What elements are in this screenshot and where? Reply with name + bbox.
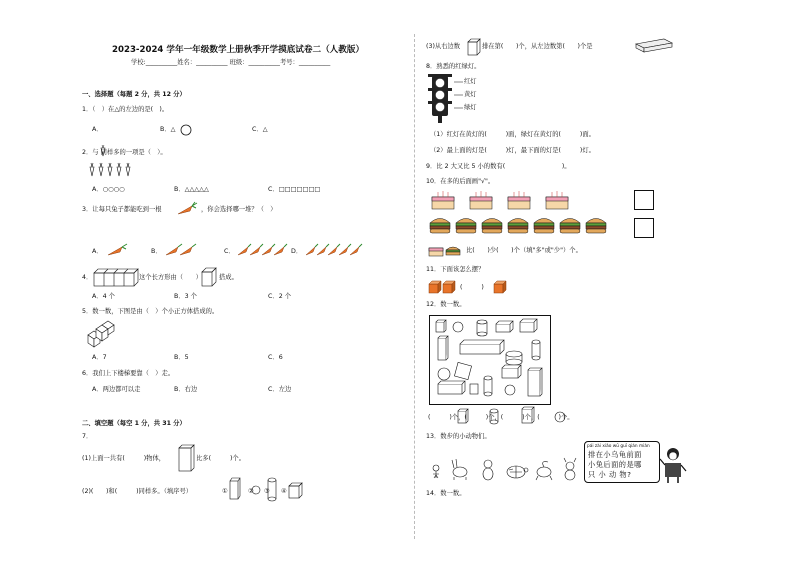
q8-part1: （1）红灯在黄灯的( )面，绿灯在黄灯的( )面。: [430, 131, 595, 138]
q5-text: 5．数一数，下图是由（ ）个小正方体搭成的。: [82, 308, 219, 315]
q11-text: 11．下面该怎么摆？: [426, 266, 485, 273]
q3-option-b: B．: [151, 248, 162, 255]
q2-option-c: C．□□□□□□□: [268, 186, 321, 193]
column-divider: [414, 34, 415, 539]
flat-cuboid-icon: [634, 38, 674, 54]
q9-text: 9．比 2 大又比 5 小的数有( )。: [426, 163, 571, 170]
q4-text-a: 4．: [82, 274, 93, 281]
q12-blanks: ( )个，( )个，( )个，( )个。: [428, 414, 574, 421]
q3-text-b: ，你会选择哪一堆？（ ）: [201, 206, 277, 213]
circled-1: ①: [222, 488, 228, 495]
q2-text: 2．与 同样多的一项是（ ）。: [82, 149, 167, 156]
q7-part1-text-a: (1)上面一共有( )物体，: [82, 455, 166, 462]
q10-compare-text: 比( )少( )个（填"多"或"少"）个。: [466, 247, 582, 254]
q1-text: 1．（ ）在△的左边的是( )。: [82, 106, 169, 113]
section-choice-heading: 一、选择题（每题 2 分，共 12 分）: [82, 91, 186, 98]
q4-text-c: 搭成。: [219, 274, 238, 281]
traffic-light-icon: [428, 73, 452, 123]
speech-pinyin: pái zài xiǎo wū guī qián miàn: [587, 444, 650, 449]
carrot-pile-a-icon: [106, 243, 130, 257]
q5-option-a: A．7: [92, 354, 107, 361]
q6-text: 6．我们上下楼梯要靠（ ）走。: [82, 370, 175, 377]
q4-option-c: C．2 个: [268, 293, 291, 300]
circled-2: ②: [248, 488, 254, 495]
animal-parade-icon: [430, 456, 580, 482]
burger-row-icon: [428, 214, 628, 236]
paper-title: 2023-2024 学年一年级数学上册秋季开学摸底试卷二（人教版）: [112, 45, 365, 55]
q4-option-b: B．3 个: [174, 293, 197, 300]
carrot-pile-d-icon: [304, 242, 368, 258]
q1-option-a: A．: [92, 126, 103, 133]
q7-part3-text-a: (3)从右边数: [426, 43, 461, 50]
speech-line-3: 只 小 动 物?: [588, 470, 632, 479]
q6-option-c: C．左边: [268, 386, 292, 393]
q2-option-b: B．△△△△△: [174, 186, 209, 193]
carrot-icon: [176, 202, 198, 216]
section-fill-heading: 二、填空题（每空 1 分，共 31 分）: [82, 420, 186, 427]
circled-3: ③: [264, 488, 270, 495]
q4-text-b: 这个长方形由（ ）: [139, 274, 202, 281]
q7-solids-icon: [229, 477, 315, 503]
stacked-cubes-icon: [86, 321, 116, 347]
speech-line-1: 排在小乌龟前面: [588, 450, 642, 459]
q10-answer-box-2[interactable]: [634, 218, 654, 238]
cube-icon: [201, 267, 217, 287]
q12-text: 12．数一数。: [426, 301, 466, 308]
carrot-pile-b-icon: [164, 242, 200, 258]
light-red-label: 红灯: [464, 78, 477, 85]
carrot-pile-c-icon: [236, 242, 290, 258]
q4-option-a: A．4 个: [92, 293, 115, 300]
q3-text-a: 3．让每只兔子都能吃到一根: [82, 206, 162, 213]
circled-4: ④: [281, 488, 287, 495]
q8-text: 8．熟悉的红绿灯。: [426, 63, 481, 70]
q11-blank: ( ): [460, 284, 484, 291]
speech-line-2: 小兔后面的是哪: [588, 460, 642, 469]
q6-option-b: B．右边: [174, 386, 198, 393]
q5-option-b: B．5: [174, 354, 189, 361]
q10-text: 10．在多的后面画"√"。: [426, 178, 495, 185]
q5-option-c: C．6: [268, 354, 283, 361]
q1-option-c: C．△: [252, 126, 268, 133]
q14-text: 14．数一数。: [426, 490, 466, 497]
q3-option-c: C．: [224, 248, 235, 255]
carrot-small-icon: [98, 145, 108, 157]
light-label-lines: [454, 80, 464, 112]
small-cuboid-icon: [467, 38, 481, 56]
q3-option-a: A．: [92, 248, 103, 255]
q7-part2-text: (2)( )和( )同样多。（填序号）: [82, 488, 193, 495]
cake-row-icon: [430, 187, 610, 211]
student-info-line: 学校:__________姓名：__________ 班级：__________考号：__________: [131, 59, 331, 66]
q2-option-a: A．○○○○: [92, 186, 125, 193]
q12-solids-icon: [432, 318, 548, 402]
q7-part1-text-b: 比多( )个。: [196, 455, 245, 462]
carrot-row-icon: [88, 163, 140, 177]
cake-burger-small-icon: [428, 242, 464, 258]
cuboid-icon: [178, 444, 196, 472]
circle-icon: [180, 124, 192, 136]
q1-option-b: B．△: [160, 126, 176, 133]
q10-answer-box-1[interactable]: [634, 190, 654, 210]
light-green-label: 绿灯: [464, 104, 477, 111]
rectangle-blocks-icon: [93, 267, 139, 287]
q7-part3-text-b: 排在第( )个，从左边数第( )个是: [482, 43, 593, 50]
q8-part2: （2）最上面的灯是( )灯，最下面的灯是( )灯。: [430, 147, 595, 154]
child-figure-icon: [660, 447, 686, 483]
q13-text: 13．数步的小动物们。: [426, 433, 491, 440]
q7-number: 7．: [82, 433, 93, 440]
light-yellow-label: 黄灯: [464, 91, 477, 98]
q6-option-a: A．两边都可以走: [92, 386, 141, 393]
q3-option-d: D．: [291, 248, 303, 255]
